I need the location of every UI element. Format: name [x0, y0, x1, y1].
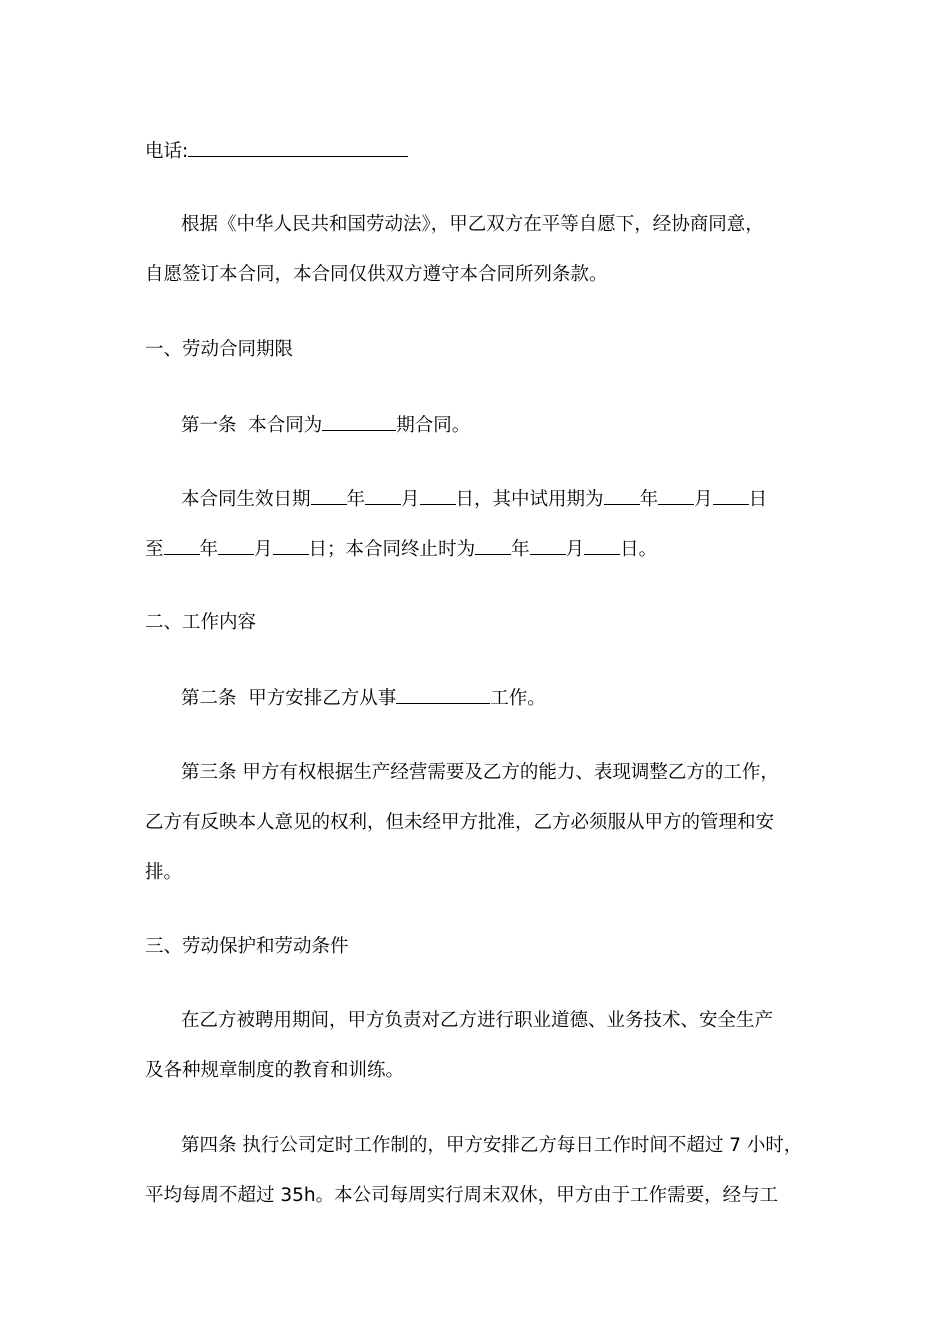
preamble-text-c: 遵守本合同所列条款。 [422, 264, 608, 285]
protection-line-1: 在乙方被聘用期间，甲方负责对乙方进行职业道德、业务技术、安全生产 [181, 1010, 774, 1031]
month-label: 月 [401, 489, 420, 510]
trial-label: 日，其中试用期为 [455, 489, 604, 510]
phone-blank [188, 138, 408, 157]
end-date-line [145, 536, 657, 563]
section-heading-2: 二、工作内容 [145, 612, 257, 633]
job-blank [396, 685, 490, 704]
section-heading-1: 一、劳动合同期限 [145, 339, 294, 360]
preamble-line-1: 根据《中华人民共和国劳动法》，甲乙双方在平等自愿下，经协商同意， [181, 214, 764, 235]
month-label: 月 [254, 539, 273, 560]
article-1-tail: 期合同。 [396, 415, 471, 436]
end-label: 日；本合同终止 [308, 539, 439, 560]
blank [584, 536, 620, 555]
year-label: 年 [199, 539, 219, 560]
preamble-text-a: 自愿签订本合同， [145, 264, 294, 285]
article-3-line-3: 排。 [145, 862, 183, 883]
blank [218, 536, 254, 555]
protection-line-2: 及各种规章制度的教育和训练。 [145, 1060, 405, 1081]
article-1 [181, 412, 470, 439]
end-label-serif: 时为 [438, 539, 476, 560]
article-3-line-2: 乙方有反映本人意见的权利，但未经甲方批准，乙方必须服从甲方的管理和安 [145, 812, 775, 833]
blank [604, 486, 640, 505]
to-label: 至 [145, 539, 164, 560]
phone-line [145, 138, 408, 165]
blank [530, 536, 566, 555]
year-label: 年 [346, 489, 366, 510]
blank [658, 486, 694, 505]
article-4-line-2: 平均每周不超过 35h。本公司每周实行周末双休，甲方由于工作需要，经与工 [145, 1185, 779, 1206]
blank [365, 486, 401, 505]
day-label: 日。 [620, 539, 658, 560]
year-label: 年 [511, 539, 530, 560]
effective-date-label: 本合同生效日期 [181, 489, 311, 510]
article-2-tail: 工作。 [490, 688, 546, 709]
blank [475, 536, 511, 555]
month-label: 月 [565, 539, 585, 560]
blank [164, 536, 200, 555]
preamble-text-b: 本合同仅供双方 [293, 264, 423, 285]
contract-type-blank [322, 412, 396, 431]
article-1-text: 第一条 本合同为 [181, 415, 323, 436]
article-3-line-1: 第三条 甲方有权根据生产经营需要及乙方的能力、表现调整乙方的工作， [181, 762, 779, 783]
effective-date-line [181, 486, 767, 513]
blank [713, 486, 749, 505]
article-2 [181, 685, 546, 712]
blank [420, 486, 456, 505]
blank [273, 536, 309, 555]
preamble-line-2 [145, 262, 608, 288]
blank [311, 486, 347, 505]
section-heading-3: 三、劳动保护和劳动条件 [145, 936, 349, 957]
year-label: 年 [639, 489, 659, 510]
phone-label: 电话: [145, 141, 189, 162]
article-4-line-1: 第四条 执行公司定时工作制的，甲方安排乙方每日工作时间不超过 7 小时， [181, 1135, 803, 1156]
day-label: 日 [748, 489, 768, 510]
article-2-text: 第二条 甲方安排乙方从事 [181, 688, 397, 709]
month-label: 月 [694, 489, 713, 510]
